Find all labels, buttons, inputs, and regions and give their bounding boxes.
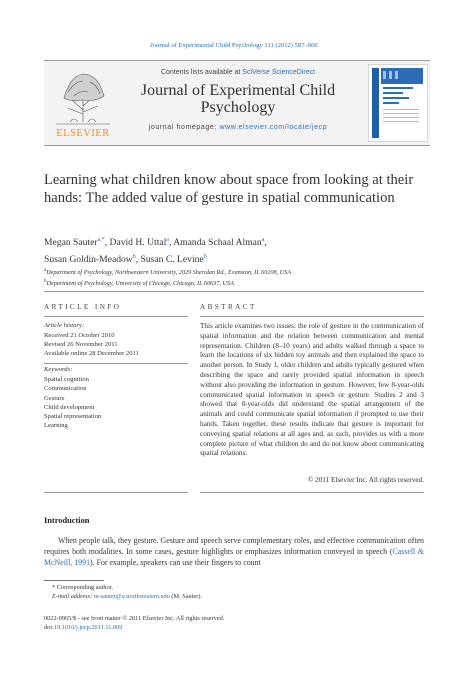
intro-text-end: ). For example, speakers can use their fingers to count — [90, 558, 261, 568]
sciencedirect-link[interactable]: SciVerse ScienceDirect — [242, 69, 316, 76]
abstract-text: This article examines two issues: the role of gesture in the communication of spatial information and the relation between communication and mental representation. Children (8–10 years) and adults walked through a space to learn the locations of six hidden toy animals and then explained the space to another person. In Study 1, older children and adults typically gestured when describing the space and rarely provided spatial information in speech without also providing the information in gesture. However, few 8-year-olds communicated spatial information in speech or gesture. Studies 2 and 3 showed that 8-year-olds did understand the spatial arrangement of the animals and could communicate spatial information if prompted to use their hands. Taken together, these results indicate that gesture is important for conveying spatial relations at all ages and, as such, provides us with a more complete picture of what children do and do not know about communicating spatial relations. — [200, 322, 424, 458]
keyword-item: Child development — [44, 403, 95, 411]
publisher-wordmark: ELSEVIER — [56, 128, 110, 139]
history-item: Revised 26 November 2011 — [44, 341, 118, 349]
affiliation-list — [44, 266, 424, 288]
footnote-divider — [44, 580, 104, 581]
author-name[interactable]: David H. Uttal — [109, 237, 167, 249]
citation-link[interactable]: Cassell & McNeill, 1991 — [44, 547, 424, 568]
contents-line — [122, 69, 354, 76]
divider — [44, 492, 188, 493]
affiliation-text: Department of Psychology, University of Chicago, Chicago, IL 60637, USA — [46, 280, 234, 288]
email-label: E-mail address: — [52, 593, 94, 600]
intro-text-start: When people talk, they gesture. Gesture and speech serve complementary roles, and effective communication often requires both modalities. In some cases, gesture highlights or emphasizes information conveyed in speech ( — [44, 536, 424, 557]
corresponding-author-note: * Corresponding author. — [52, 584, 114, 591]
keyword-item: Spatial cognition — [44, 376, 89, 383]
author-name[interactable]: Amanda Schaal Alman — [173, 237, 262, 249]
homepage-link[interactable]: www.elsevier.com/locate/jecp — [219, 124, 328, 131]
author-name[interactable]: Susan Goldin-Meadow — [44, 254, 133, 266]
author-separator: , — [104, 237, 110, 249]
email-link[interactable]: m-sauter@u.northwestern.edu — [93, 593, 170, 600]
affiliation — [44, 277, 424, 288]
divider — [200, 316, 424, 317]
elsevier-tree-icon — [44, 62, 122, 142]
journal-cover-thumbnail[interactable] — [368, 64, 428, 142]
author-affiliation-marker[interactable]: b — [132, 254, 136, 261]
introduction-paragraph — [44, 535, 424, 569]
introduction-heading: Introduction — [44, 516, 90, 525]
footnotes — [52, 583, 422, 601]
divider — [44, 291, 424, 292]
history-item: Received 21 October 2010 — [44, 332, 115, 339]
elsevier-logo[interactable] — [44, 62, 122, 142]
email-note — [52, 592, 422, 601]
author-affiliation-marker[interactable]: b — [203, 254, 207, 261]
cover-image-icon — [369, 65, 427, 141]
front-matter-line: 0022-0965/$ - see front matter © 2011 Elsevier Inc. All rights reserved. — [44, 615, 225, 622]
keyword-item: Communication — [44, 385, 87, 393]
homepage-prefix: journal homepage: — [148, 124, 220, 131]
article-title: Learning what children know about space from looking at their hands: The added value of gesture in spatial communication — [44, 172, 414, 206]
abstract-heading: ABSTRACT — [200, 303, 257, 311]
contents-prefix: Contents lists available at — [160, 69, 243, 76]
affiliation-marker: a — [44, 268, 47, 273]
history-item: Available online 28 December 2011 — [44, 350, 139, 358]
divider — [44, 316, 188, 317]
journal-citation[interactable]: Journal of Experimental Child Psychology 111 (2012) 587–606 — [150, 42, 318, 49]
history-list — [44, 331, 188, 359]
doi-link[interactable]: 10.1016/j.jecp.2011.11.009 — [53, 624, 123, 631]
author-separator: , — [168, 237, 174, 249]
author-separator: , — [264, 237, 267, 249]
email-suffix: (M. Sauter). — [169, 593, 203, 600]
author-name[interactable]: Susan C. Levine — [140, 254, 204, 266]
doi-label: doi: — [44, 624, 54, 631]
keyword-item: Spatial representation — [44, 413, 102, 421]
doi-line — [44, 623, 424, 632]
author-name[interactable]: Megan Sauter — [44, 237, 98, 249]
author-affiliation-marker[interactable]: a — [166, 237, 169, 243]
author-affiliation-marker[interactable]: a,* — [97, 237, 105, 243]
divider — [200, 492, 424, 493]
author-affiliation-marker[interactable]: a — [261, 237, 265, 243]
keywords-list — [44, 375, 188, 431]
affiliation-marker: b — [44, 279, 47, 285]
copyright-notice: © 2011 Elsevier Inc. All rights reserved. — [307, 476, 424, 484]
article-info-heading: ARTICLE INFO — [44, 303, 122, 311]
keywords-label: Keywords: — [44, 366, 73, 373]
journal-title: Journal of Experimental Child Psychology — [140, 82, 336, 116]
keyword-item: Learning — [44, 422, 68, 430]
affiliation-text: Department of Psychology, Northwestern University, 2029 Sheridan Rd., Evanston, IL 60208, USA — [46, 269, 292, 277]
homepage-line — [122, 124, 354, 131]
bottom-info — [44, 614, 424, 632]
history-label: Article history: — [44, 322, 85, 329]
affiliation — [44, 266, 424, 277]
keyword-item: Gesture — [44, 394, 65, 402]
divider — [44, 363, 188, 364]
author-list — [44, 233, 424, 267]
author-separator: , — [135, 254, 141, 266]
